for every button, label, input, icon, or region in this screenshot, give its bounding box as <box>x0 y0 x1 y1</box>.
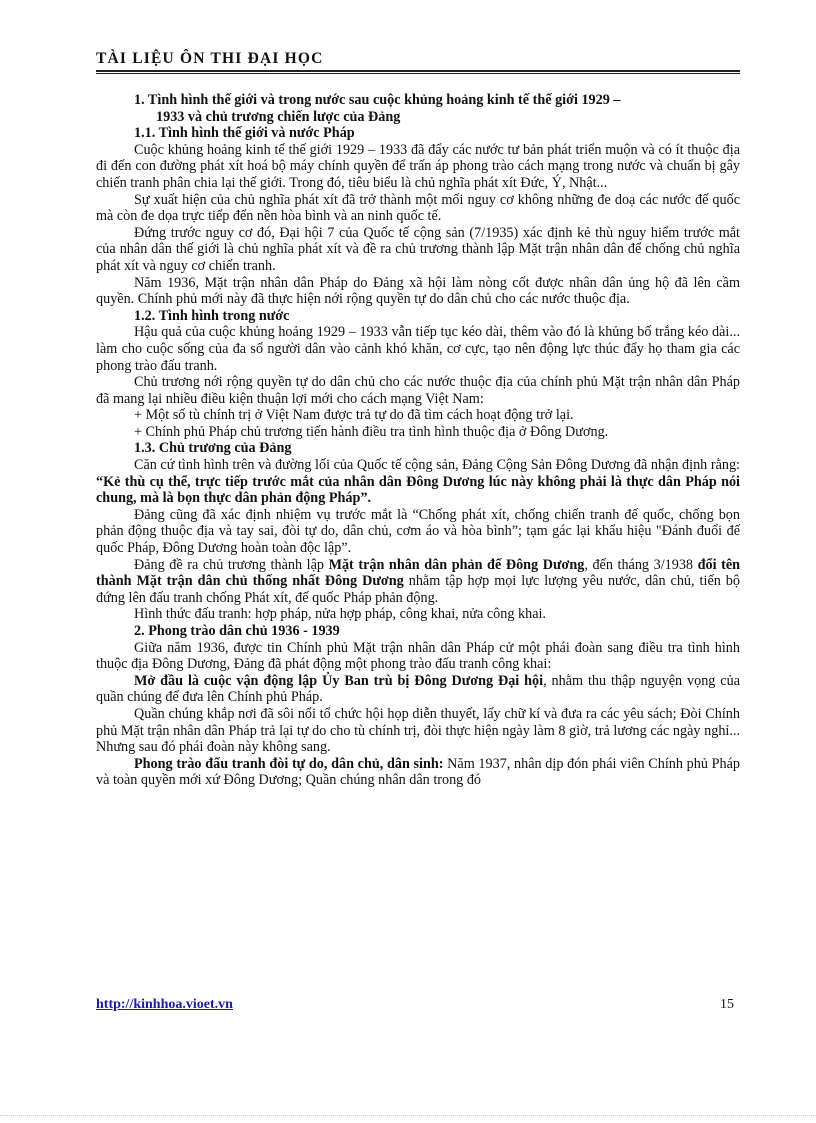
header-rule-thick <box>96 70 740 72</box>
paragraph: Chủ trương nới rộng quyền tự do dân chủ cho các nước thuộc địa của chính phủ Mặt trận nhân dân Pháp đã mang lại nhiều điều kiện thuận lợi mới cho cách mạng Việt Nam: <box>96 374 740 407</box>
paragraph-text: Năm 1937, nhân dịp đón phái viên Chính phủ Pháp và toàn quyền mới xứ Đông Dương; Quần chúng nhân dân trong đó <box>96 755 740 789</box>
paragraph <box>96 673 740 706</box>
paragraph: Cuộc khủng hoảng kinh tế thế giới 1929 – 1933 đã đẩy các nước tư bản phát triển muộn và có ít thuộc địa đi đến con đường phát xít hoá bộ máy chính quyền để trấn áp phong trào cách mạng trong nước và chuẩn bị gây chiến tranh phân chia lại thế giới. Trong đó, tiêu biểu là chủ nghĩa phát xít Đức, Ý, Nhật... <box>96 141 740 191</box>
bold-phrase: Phong trào đấu tranh đòi tự do, dân chủ, dân sinh: <box>134 755 444 772</box>
paragraph: Năm 1936, Mặt trận nhân dân Pháp do Đảng xã hội làm nòng cốt được nhân dân ủng hộ đã lên cầm quyền. Chính phủ mới này đã thực hiện nới rộng quyền tự do dân chủ cho các nước thuộc địa. <box>96 274 740 308</box>
bullet-item: + Chính phủ Pháp chủ trương tiến hành điều tra tình hình thuộc địa ở Đông Dương. <box>134 423 609 440</box>
paragraph: Đứng trước nguy cơ đó, Đại hội 7 của Quốc tế cộng sản (7/1935) xác định kẻ thù nguy hiểm trước mắt của nhân dân thế giới là chủ nghĩa phát xít và đề ra chủ trương thành lập Mặt trận nhân dân để chống chủ nghĩa phát xít và nguy cơ chiến tranh. <box>96 224 740 274</box>
subheading-1-1: 1.1. Tình hình thế giới và nước Pháp <box>134 125 355 142</box>
bold-phrase: đổi tên thành Mặt trận dân chủ thống nhất Đông Dương <box>96 556 741 590</box>
paragraph: Giữa năm 1936, được tin Chính phủ Mặt trận nhân dân Pháp cử một phái đoàn sang điều tra tình hình thuộc địa Đông Dương, Đảng đã phát động một phong trào đấu tranh công khai: <box>96 639 740 673</box>
subheading-1-2: 1.2. Tình hình trong nước <box>134 307 290 324</box>
paragraph <box>96 756 740 789</box>
paragraph: Đảng cũng đã xác định nhiệm vụ trước mắt là “Chống phát xít, chống chiến tranh đế quốc, chống bọn phản động thuộc địa và tay sai, đòi tự do, dân chủ, cơm áo và hòa bình”; tạm gác lại khẩu hiệu "Đánh đuổi đế quốc Pháp, Đông Dương hoàn toàn độc lập”. <box>96 506 740 557</box>
paragraph-text: nhằm tập hợp mọi lực lượng yêu nước, dân chủ, tiến bộ đứng lên đấu tranh chống Phát xít, đế quốc Pháp phản động. <box>96 573 740 606</box>
paragraph: Hậu quả của cuộc khủng hoảng 1929 – 1933 vẫn tiếp tục kéo dài, thêm vào đó là khủng bố trắng kéo dài... làm cho cuộc sống của đa số người dân vào cảnh khó khăn, cơ cực, tạo nên động lực thúc đẩy họ tham gia các phong trào đấu tranh. <box>96 324 740 374</box>
header-title: TÀI LIỆU ÔN THI ĐẠI HỌC <box>96 50 324 67</box>
quote-bold: “Kẻ thù cụ thể, trực tiếp trước mắt của nhân dân Đông Dương lúc này không phải là thực dân Pháp nói chung, mà là bọn thực dân phản động Pháp”. <box>96 473 740 507</box>
page-edge-divider <box>0 1115 816 1116</box>
subheading-1-3: 1.3. Chủ trương của Đảng <box>134 440 292 457</box>
section-heading-2: 2. Phong trào dân chủ 1936 - 1939 <box>134 623 340 639</box>
paragraph: Hình thức đấu tranh: hợp pháp, nửa hợp pháp, công khai, nửa công khai. <box>134 606 546 623</box>
document-body <box>96 92 740 789</box>
paragraph-text: , đến tháng 3/1938 <box>584 556 698 573</box>
section-heading-1-line1: 1. Tình hình thế giới và trong nước sau cuộc khủng hoảng kinh tế thế giới 1929 – <box>134 92 621 108</box>
paragraph: Sự xuất hiện của chủ nghĩa phát xít đã trở thành một mối nguy cơ không những đe doạ các nước đế quốc mà còn đe dọa trực tiếp đến nền hòa bình và an ninh quốc tế. <box>96 191 740 225</box>
bold-phrase: Mở đầu là cuộc vận động lập Ủy Ban trù bị Đông Dương Đại hội <box>134 672 544 689</box>
paragraph-text: Đảng đề ra chủ trương thành lập <box>134 556 329 573</box>
bullet-item: + Một số tù chính trị ở Việt Nam được trả tự do đã tìm cách hoạt động trở lại. <box>134 407 574 424</box>
paragraph-text: Căn cứ tình hình trên và đường lối của Quốc tế cộng sản, Đảng Cộng Sản Đông Dương đã nhận định rằng: <box>134 457 740 474</box>
header-rule-thin <box>96 73 740 74</box>
bold-phrase: Mặt trận nhân dân phản đế Đông Dương <box>328 556 585 573</box>
paragraph-text: , nhằm thu thập nguyện vọng của quần chúng để đưa lên Chính phủ Pháp. <box>96 672 740 706</box>
paragraph <box>96 557 740 607</box>
section-heading-1 <box>96 92 740 125</box>
footer-link[interactable]: http://kinhhoa.vioet.vn <box>96 997 233 1012</box>
paragraph: Quần chúng khắp nơi đã sôi nổi tổ chức hội họp diễn thuyết, lấy chữ kí và đưa ra các yêu sách; Đòi Chính phủ Mặt trận nhân dân Pháp trả lại tự do cho tù chính trị, đòi thực hiện ngày làm 8 giờ, trả lương các ngày nghỉ... Nhưng sau đó phái đoàn này không sang. <box>96 705 740 756</box>
paragraph <box>96 457 740 507</box>
section-heading-1-line2: 1933 và chủ trương chiến lược của Đảng <box>156 108 401 125</box>
page-number: 15 <box>720 997 734 1012</box>
